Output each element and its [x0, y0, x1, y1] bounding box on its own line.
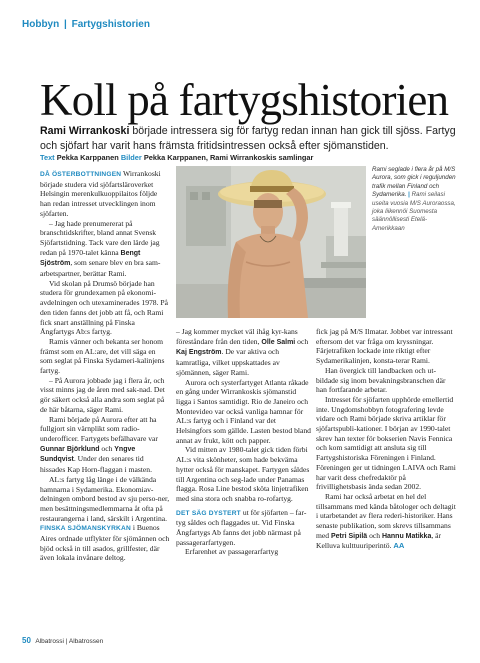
paragraph-text: och [367, 530, 382, 540]
person-name: Hannu Matikka [381, 532, 432, 540]
caption-finnish: Rami seilasi useita vuosia M/S Auroraossa, joka liikennöi Suomesta säännöllisesti Etelä-Amerikkaan [372, 191, 456, 232]
lead-name: Rami Wirrankoski [40, 125, 130, 137]
paragraph-lead-caps: FINSKA SJÖMANSKYRKAN [40, 525, 131, 533]
person-name: Kaj Engström [176, 349, 222, 357]
paragraph: Aurora och systerfartyget Atlanta råkade en gång under Wirrankoskis sjömanstid ligga i Santos samtidigt. Rio de Janeiro och Montevideo var också vanliga hamnar för AL:s fartyg och i Finland var det Helsingfors som gällde. Lasten bestod bland annat av frukt, kött och papper. [176, 377, 311, 445]
article-column-3 [316, 327, 456, 551]
paragraph: – På Aurora jobbade jag i flera år, och visst minns jag de åren med sak-nad. Det gör säkert också alla andra som seglat på de här båtarna, säger Rami. [40, 375, 165, 414]
page-footer [22, 636, 103, 645]
paragraph [316, 492, 456, 551]
paragraph-text: Rami började på Aurora efter att ha fullgjort sin värnplikt som radio-underofficer. Fartygets befälhavare var [40, 414, 158, 443]
paragraph [40, 169, 170, 219]
paragraph-text: Wirrankoski började studera vid sjöfartsläroverket Helsingin merenkulkuoppilaitos följde han redan intresset utvecklingen inom sjöfarten. [40, 169, 161, 218]
person-name: Yngve Sundqvist [40, 445, 136, 464]
paragraph-text: Rami har också arbetat en hel del tillsammans med kända båtologer och deltagit i utarbetandet av flera rederi-historiker. Hans senaste publikation, som skrevs tillsammans med [316, 491, 456, 540]
caption-separator: | [408, 191, 410, 199]
lead-text: började intressera sig för fartyg redan innan han gick till sjöss. Fartyg och sjöfart har varit hans främsta fritidsintressen också efter sjömanstiden. [40, 125, 456, 152]
article-credits [40, 153, 460, 162]
person-name: Gunnar Björklund [40, 445, 100, 453]
paragraph: AL:s fartyg låg länge i de välkända hamnarna i Sydamerika. Ekonomiav-delningen ombord bestod av sju perso-ner, men besättningsmedlemmarna åt ofta på restaurangerna i land, särskilt i Argentina. [40, 474, 170, 523]
paragraph: fick jag på M/S Ilmatar. Jobbet var intressant eftersom det var fråga om kryssningar. Färjetrafiken lockade inte riktigt efter Sydamerikalinjen, konsta-terar Rami. [316, 327, 453, 366]
paragraph: Vid mitten av 1980-talet gick tiden förbi AL:s vita skönheter, som hade bekväma hytter också för manskapet. Fartygen såldes till Argentina och seg-lade under Panamas flagga. Rosa Line bestod sköta linjetrafiken med sina stora och snabba ro-rofartyg. [176, 445, 310, 503]
article-photo [176, 166, 366, 318]
paragraph [40, 219, 170, 279]
paragraph-text: i Buenos Aires ordnade utflykter för sjömännen och bjöd också in till asados, grillfester, där även lokala invånare deltog. [40, 523, 170, 563]
photo-caption [372, 166, 458, 233]
section-topic: Fartygshistorien [71, 19, 150, 30]
paragraph: Ramis vänner och bekanta ser honom främst som en AL:are, det vill säga en som seglat på Finska Sydameri-kalinjens fartyg. [40, 336, 165, 376]
article-lead [40, 124, 460, 153]
article-column-2 [176, 327, 311, 557]
paragraph-text: , som senare blev en bra sam-arbetspartner, berättar Rami. [40, 258, 161, 279]
article-column-1 [40, 169, 170, 563]
footer-separator: | [65, 638, 68, 645]
page-number: 50 [22, 636, 31, 645]
paragraph [176, 508, 311, 548]
credits-images-author: Pekka Karppanen, Rami Wirrankoskis samlingar [143, 153, 314, 162]
person-name: Bengt Sjöström [40, 249, 141, 268]
paragraph-text: – Jag hade prenumererat på branschtidskrifter, bland annat Svensk Sjöfartstidning. Tack vare den lärde jag redan på 1970-talet känna [40, 218, 160, 257]
paragraph-text: . Under den senares tid hissades Kap Horn-flaggan i masten. [40, 454, 152, 475]
paragraph: Vid skolan på Drumsö började han studera för grundexamen på ekonomi-avdelningen och utexaminerades 1978. På den tiden fanns det jobb att få, och Rami fick snart anställning på Finska Ångfartygs Ab:s fartyg. [40, 278, 168, 337]
caption-swedish: Rami seglade i flera år på M/S Aurora, som gick i reguljunden trafik mellan Finland och Sydamerika. [372, 166, 456, 199]
person-name: Olle Salmi [261, 338, 296, 346]
publication-name: Albatrossi [35, 638, 64, 645]
paragraph-text: . De var aktiva och kamratliga, vilket uppskattades av sjömännen, säger Rami. [176, 347, 280, 377]
paragraph [176, 327, 311, 378]
publication-name-2: Albatrossen [68, 638, 104, 645]
paragraph: Han övergick till landbacken och ut-bildade sig inom bevakningsbranschen där han fortfarande arbetar. [316, 365, 446, 395]
end-mark: AA [393, 541, 405, 551]
credits-text-author: Pekka Karppanen [56, 153, 119, 162]
photo-illustration [176, 166, 366, 318]
paragraph [40, 523, 170, 563]
paragraph-lead-caps: DET SÄG DYSTERT [176, 509, 241, 517]
paragraph-text: ut för sjöfarten – far-tyg såldes och flaggades ut. Vid Finska Ångfartygs Ab fanns det jobb närmast på passagerarfartygen. [176, 507, 307, 547]
paragraph-text: och [295, 336, 309, 346]
section-separator: | [64, 19, 67, 30]
person-name: Petri Sipilä [330, 532, 368, 540]
section-tag [22, 19, 150, 30]
paragraph-lead-caps: DÅ ÖSTERBOTTNINGEN [40, 171, 122, 178]
paragraph-text: och [99, 443, 115, 453]
credits-images-label: Bilder [120, 153, 142, 162]
paragraph: Intresset för sjöfarten upphörde emellertid inte. Ungdomshobbyn fotografering levde vidare och Rami började skriva artiklar för sjöfartspubli-kationer. I början av 1990-talet skrev han texter för bokserien Navis Fennica och kom samtidigt att ansluta sig till Fartygshistoriska Föreningen i Finland. Föreningen ger ut tidningen LAIVA och Rami har varit dess chefredaktör på frivillighetsbasis ända sedan 2002. [316, 394, 456, 492]
paragraph [40, 415, 170, 475]
credits-text-label: Text [40, 153, 55, 162]
section-category: Hobbyn [22, 19, 60, 30]
paragraph-text: – Jag kommer mycket väl ihåg kyr-kans föreståndare från den tiden, [176, 327, 298, 346]
paragraph: Erfarenhet av passagerarfartyg [185, 547, 279, 557]
paragraph-text: , är Kelluva kulttuuriperintö. [316, 530, 442, 551]
article-headline: Koll på fartygshistorien [40, 75, 449, 125]
